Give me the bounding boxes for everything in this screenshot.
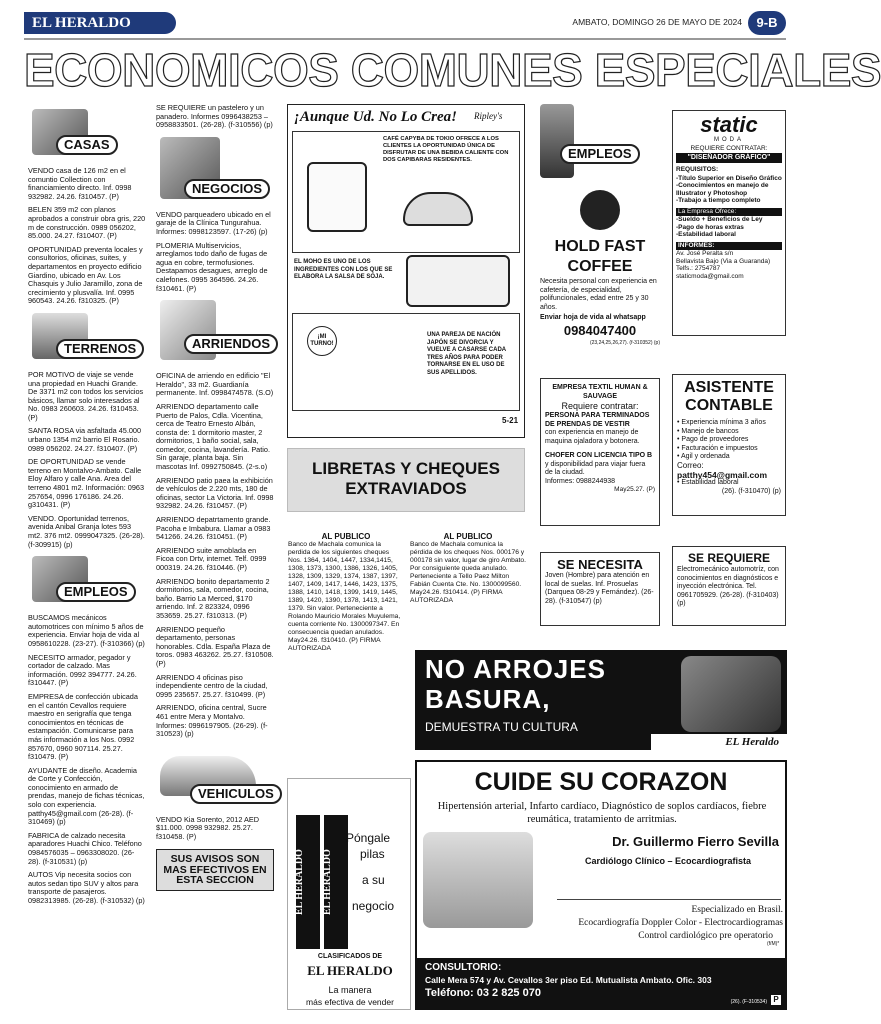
ad: SE REQUIERE un pastelero y un panadero. Informes 0996438253 – 0958833501. (26-28). (f-310556) (p) (156, 103, 273, 130)
ripleys-comic (287, 104, 525, 438)
page-header (24, 10, 786, 38)
ad: ARRIENDO pequeño departamento, personas honorables. Cdla. España Plaza de toros. 0983 463262. 25.27. f310508. (P) (156, 624, 274, 668)
comic-panel-1: CAFÉ CAPYBA DE TOKIO OFRECE A LOS CLIENTES LA OPORTUNIDAD ÚNICA DE DISFRUTAR DE UNA BEBIDA CALIENTE CON DOS CAPIBARAS RESIDENTES. (292, 131, 520, 253)
arriendos-label: ARRIENDOS (184, 334, 278, 354)
lost-checks-notice-2: AL PUBLICO Banco de Machala comunica la pérdida de los cheques Nos. 000176 y 000178 sin valor, lugar de giro Ambato. Por consiguiente queda anulado. Perteneciente a Tello Paez Milton Fabián Cuenta Cte. No. 1300099560. May24.26. f310414. (P) FIRMA AUTORIZADA (410, 532, 526, 604)
avisos-box: SUS AVISOS SON MAS EFECTIVOS EN ESTA SECCION (156, 849, 274, 891)
header-divider (24, 38, 786, 40)
se-necesita-ad: SE NECESITA Joven (Hombre) para atención en local de suelas. Inf. Prosuelas (Darquea 08-29 y Fernández). (26-28). (f-310547) (p) (540, 552, 660, 626)
vehiculos-label: VEHICULOS (190, 784, 282, 804)
libretas-header: LIBRETAS Y CHEQUES EXTRAVIADOS (287, 448, 525, 512)
basura-ad: NO ARROJES BASURA, DEMUESTRA TU CULTURA EL Heraldo (415, 650, 787, 750)
empleos-label-2: EMPLEOS (560, 144, 640, 164)
newspaper-logo: EL HERALDO (24, 12, 176, 34)
ad: ARRIENDO bonito departamento 2 dormitorios, sala, comedor, cocina, baño. Barrio La Merced, $170 arriendo. Inf. 2 823324, 0996 353659. 25.27. f310313. (P) (156, 576, 270, 620)
ad: ARRIENDO patio paea la exhibición de vehículos de 2.220 mts, 180 de oficinas, sector La Victoria. Inf. 0998 932982. 24.26. f310457. (P) (156, 475, 274, 511)
casas-label: CASAS (56, 135, 118, 155)
section-banner: ECONOMICOS COMUNES ESPECIALES (24, 44, 881, 96)
ad: NECESITO armador, pegador y cortador de calzado. Mas información. 0992 394777. 24.26. f310447. (P) (28, 652, 137, 688)
classifieds-column-1 (28, 107, 146, 911)
negocios-label: NEGOCIOS (184, 179, 270, 199)
ad: ARRIENDO depatrtamento grande. Pacoha e Imbabura. Llamar a 0983 541266. 24.26. f310451. (P) (156, 515, 271, 542)
comic-title: ¡Aunque Ud. No Lo Crea! (294, 109, 457, 125)
ad: PLOMERIA Multiservicios, arreglamos todo daño de fugas de agua en cobre, termofusiones. Destapamos desagues, arreglo de calefones. 0995 364596. 24.26. f310461. (P) (156, 240, 268, 293)
negocios-header (156, 135, 274, 203)
empleos-header-2 (540, 104, 660, 184)
battery-1: EL HERALDO (296, 815, 320, 949)
terrenos-label: TERRENOS (56, 339, 144, 359)
trash-illustration (681, 656, 781, 732)
ad: FABRICA de calzado necesita aparadores Huachi Chico. Teléfono 0984576035 – 0963308020. (26-28). (f-310531) (p) (28, 830, 142, 866)
comic-number: 5-21 (502, 416, 519, 425)
static-moda-ad: static MODA REQUIERE CONTRATAR: "DISEÑADOR GRÁFICO" REQUISITOS: -Título Superior en Diseño Gráfico -Conocimientos en manejo de Illustrator y Photoshop -Trabajo a tiempo completo La Empresa Ofrece: -Sueldo + Beneficios de Ley -Pago de horas extras -Estabilidad laboral INFORMES: Av. José Peralta s/n Bellavista Bajo (Via a Guaranda) Telfs.: 2754787 staticmoda@gmail.com (672, 110, 786, 336)
terrenos-header (28, 311, 146, 363)
empleos-header (28, 554, 146, 606)
soy-sauce-drawing (406, 255, 510, 307)
issue-date: AMBATO, DOMINGO 26 DE MAYO DE 2024 (572, 17, 742, 27)
ad: ARRIENDO suite amoblada en Ficoa con Drtv, internet. Telf. 0999 000319. 24.26. f310446. (P) (156, 545, 267, 572)
asistente-contable-ad: ASISTENTE CONTABLE • Experiencia mínima 3 años • Manejo de bancos • Pago de proveedores • Facturación e impuestos • Agil y ordenada Correo: patthy454@gmail.com • Estabilidad laboral (26). (f-310470) (p) (672, 374, 786, 516)
classifieds-column-2 (156, 104, 274, 891)
ad: SANTA ROSA via asfaltada 45.000 urbano 1354 m2 barrio El Rosario. 0989 056202. 24.27. f310407. (P) (28, 426, 142, 453)
consultorio-bar: CONSULTORIO: Calle Mera 574 y Av. Cevallos 3er piso Ed. Mutualista Ambato. Ofic. 303 Teléfono: 03 2 825 070 (26). (F-310534) P (417, 958, 785, 1008)
ad: ARRIENDO 4 oficinas piso independiente centro de la ciudad, 0995 235657. 25.27. f310499. (P) (156, 672, 268, 699)
ad: POR MOTIVO de viaje se vende una propiedad en Huachi Grande. De 3371 m2 con todos los servicios básicos, llamar solo interesados al No. 0983 260603. 24.26. f310453. (P) (28, 369, 144, 422)
email-link[interactable]: patthy454@gmail.com (677, 469, 768, 480)
ad: AUTOS Vip necesita socios con autos sedan tipo SUV y altos para transporte de pasajeros. 0982313985. (26-28). (f-310532) (p) (28, 870, 145, 905)
ad: ARRIENDO, oficina central, Sucre 461 entre Mera y Montalvo. Informes: 0996197905. (26-29). (f-310523) (p) (156, 703, 268, 739)
ad: DE OPORTUNIDAD se vende terreno en Montalvo-Ambato. Calle Eloy Alfaro y calle Ana. Area del terreno 4801 m2. Información: 0963 257654, 0996 176186. 24.26. g310431. (P) (28, 457, 145, 510)
ad: VENDO Kia Sorento, 2012 AED $11.000. 0998 932982. 25.27. f310458. (P) (156, 814, 260, 841)
capybara-drawing (403, 192, 473, 226)
arriendos-header (156, 298, 274, 364)
pilas-ad: EL HERALDO EL HERALDO Póngale pilas a su negocio CLASIFICADOS DE EL HERALDO La manera más efectiva de vender (287, 778, 411, 1010)
battery-2: EL HERALDO (324, 815, 348, 949)
worker-icon (540, 104, 574, 178)
holdfast-ad: HOLD FAST COFFEE Necesita personal con experiencia en cafetería, de especialidad, polifuncionales, edad entre 25 y 30 años. Enviar hoja de vida al whatsapp 0984047400 (23,24,25,26,27). (f-310352) (p) (540, 190, 660, 348)
ad: VENDO casa de 126 m2 en el comuntio Collection con financiamiento directo. Inf. 0998 932982. 24.26. f310457. (P) (28, 166, 132, 201)
heartbeat-line (557, 876, 781, 900)
family-photo (423, 832, 533, 928)
se-requiere-ad: SE REQUIERE Electromecánico automotríz, con conocimientos en diagnósticos e inyección electrónica. Tel. 0961705929. (26-28). (f-310403) (p) (672, 546, 786, 626)
ad: VENDO. Oportunidad terrenos, avenida Anibal Granja lotes 593 mt2. 376 mt2. 0999047325. (26-28). (f-309915) (p) (28, 513, 145, 549)
cardiologist-ad: CUIDE SU CORAZON Hipertensión arterial, Infarto cardíaco, Diagnóstico de soplos cardíacos, fiebre reumática, tratamiento de arritmias. Dr. Guillermo Fierro Sevilla Cardiólogo Clínico – Ecocardiografista Especializado en Brasil. Ecocardiografía Doppler Color - Electrocardiogramas Control cardiológico pre operatorio (f/M)* CONSULTORIO: Calle Mera 574 y Av. Cevallos 3er piso Ed. Mutualista Ambato. Ofic. 303 Teléfono: 03 2 825 070 (26). (F-310534) P (415, 760, 787, 1010)
empleos-label: EMPLEOS (56, 582, 136, 602)
textil-ad: EMPRESA TEXTIL HUMAN & SAUVAGE Requiere contratar: PERSONA PARA TERMINADOS DE PRENDAS DE VESTIR con experiencia en manejo de maquina ojaladora y botonera. CHOFER CON LICENCIA TIPO B y disponibilidad para viajar fuera de la ciudad. Informes: 0988244938 May25.27. (P) (540, 378, 660, 526)
ad: OFICINA de arriendo en edificio "El Heraldo", 33 m2. Guardianía permanente. Inf. 0998474578. (S.O) (156, 371, 274, 398)
vehiculos-header (156, 744, 274, 808)
ad: VENDO parqueadero ubicado en el garaje de la Clínica Tungurahua. Informes: 0998123597. (17-26) (p) (156, 209, 271, 236)
ad: AYUDANTE de diseño. Academia de Corte y Confección, conocimiento en armado de prendas, manejo de fichas técnicas, solo con experiencia. patthy45@gmail.com (26-28). (f-310469) (p) (28, 765, 145, 827)
comic-brand: Ripley's (474, 111, 503, 121)
cup-drawing (307, 162, 367, 232)
ad: ARRIENDO departamento calle Puerto de Palos, Cdla. Vicentina, cerca de Teatro Ernesto Albán, consta de: 1 dormitorio master, 2 dormitorios, 1 baño social, sala, comedor, cocina, lavandería. Patio. Sin garaje, planta baja. Sin mascotas Inf. 0992750845. (2-s.o) (156, 401, 270, 472)
ad: BELEN 359 m2 con planos aprobados a construir obra gris, 220 m de construcción. 0989 056202, 85.000. 24.27. f310407. (P) (28, 205, 146, 241)
comic-panel-2: EL MOHO ES UNO DE LOS INGREDIENTES CON LOS QUE SE ELABORA LA SALSA DE SOJA. (294, 259, 393, 280)
ad: OPORTUNIDAD preventa locales y consultorios, oficinas, suites, y departamentos en proyecto edificio Giardino, ubicado en Av. Los Chasquis y Julio Jaramillo, zona de crecimiento y plusvalía. Inf. 0995 960543. 24.26. f310325. (P) (28, 244, 143, 306)
casas-header (28, 107, 146, 159)
ad: EMPRESA de confección ubicada en el cantón Cevallos requiere maestro en serigrafía que tenga conocimientos en técnicas de estampación. Comunicarse para más información a los Nos. 0992 857670, 0960 907114. 25.27. f310479. (P) (28, 691, 138, 762)
lost-checks-notice-1: AL PUBLICO Banco de Machala comunica la perdida de los siguientes cheques Nos. 1364, 1404, 1447, 1334,1415, 1308, 1373, 1300, 1386, 1326, 1405, 1328, 1309, 1329, 1374, 1387, 1397, 1407, 1409, 1417, 1446, 1423, 1375, 1388, 1410, 1418, 1399, 1419, 1445, 1389, 1420, 1390, 1378, 1413, 1421, 1379. Sin valor. Perteneciente a Rolando Mauricio Morales Muyulema, cuenta corriente No. 1300097347. En consecuencia quedan anulados. May24.26. f310410. (P) FIRMA AUTORIZADA (288, 532, 401, 652)
ad: BUSCAMOS mecánicos automotrices con mínimo 5 años de experiencia. Enviar hoja de vida al 0958610228. (23-27). (f-310366) (p) (28, 613, 145, 648)
coffee-logo-icon (580, 190, 620, 230)
comic-panel-3: ¡MI TURNO! UNA PAREJA DE NACIÓN JAPÓN SE DIVORCIA Y VUELVE A CASARSE CADA TRES AÑOS PARA PODER TORNARSE EN EL USO DE SUS APELLIDOS. (292, 313, 520, 411)
page-number: 9-B (748, 11, 786, 35)
